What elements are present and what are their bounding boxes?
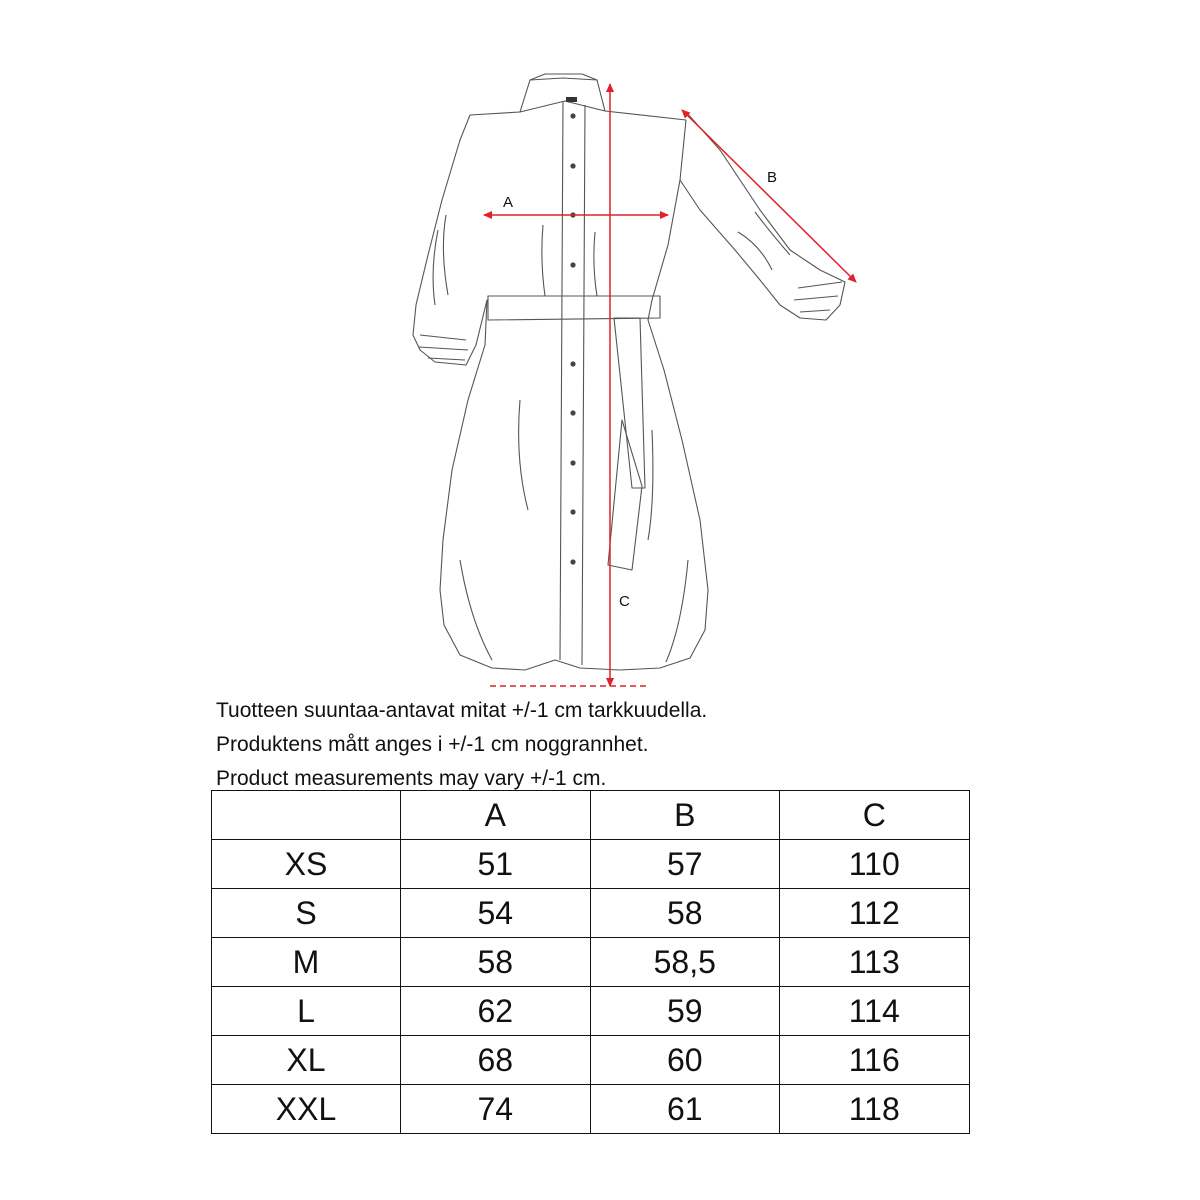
value-cell: 59 xyxy=(590,987,780,1036)
label-b: B xyxy=(767,169,778,186)
table-row xyxy=(212,1036,970,1085)
table-row xyxy=(212,1085,970,1134)
value-cell: 110 xyxy=(780,840,970,889)
size-cell: S xyxy=(212,889,401,938)
header-cell: C xyxy=(780,791,970,840)
button xyxy=(570,559,575,564)
note-english: Product measurements may vary +/-1 cm. xyxy=(216,767,607,790)
value-cell: 57 xyxy=(590,840,780,889)
dress-outline xyxy=(413,74,845,670)
table-row xyxy=(212,987,970,1036)
button xyxy=(570,410,575,415)
header-cell xyxy=(212,791,401,840)
table-row xyxy=(212,938,970,987)
label-c: C xyxy=(619,593,630,610)
button xyxy=(570,361,575,366)
measure-b-arrow xyxy=(682,110,856,282)
header-cell: A xyxy=(401,791,591,840)
measurement-notes xyxy=(216,694,707,796)
size-cell: L xyxy=(212,987,401,1036)
button xyxy=(570,460,575,465)
value-cell: 58 xyxy=(401,938,591,987)
value-cell: 118 xyxy=(780,1085,970,1134)
size-cell: M xyxy=(212,938,401,987)
value-cell: 68 xyxy=(401,1036,591,1085)
collar-button xyxy=(566,97,577,102)
size-cell: XXL xyxy=(212,1085,401,1134)
value-cell: 62 xyxy=(401,987,591,1036)
button xyxy=(570,262,575,267)
value-cell: 116 xyxy=(780,1036,970,1085)
value-cell: 58 xyxy=(590,889,780,938)
value-cell: 61 xyxy=(590,1085,780,1134)
size-cell: XL xyxy=(212,1036,401,1085)
table-header-row xyxy=(212,791,970,840)
header-cell: B xyxy=(590,791,780,840)
measurement-arrows xyxy=(484,84,856,686)
button xyxy=(570,163,575,168)
button xyxy=(570,509,575,514)
value-cell: 58,5 xyxy=(590,938,780,987)
size-cell: XS xyxy=(212,840,401,889)
value-cell: 113 xyxy=(780,938,970,987)
buttons xyxy=(566,97,577,565)
value-cell: 51 xyxy=(401,840,591,889)
value-cell: 54 xyxy=(401,889,591,938)
table-row xyxy=(212,840,970,889)
value-cell: 114 xyxy=(780,987,970,1036)
size-table xyxy=(211,790,970,1134)
value-cell: 60 xyxy=(590,1036,780,1085)
label-a: A xyxy=(503,194,514,211)
note-swedish: Produktens mått anges i +/-1 cm noggrannhet. xyxy=(216,733,649,756)
table-row xyxy=(212,889,970,938)
value-cell: 74 xyxy=(401,1085,591,1134)
value-cell: 112 xyxy=(780,889,970,938)
note-finnish: Tuotteen suuntaa-antavat mitat +/-1 cm tarkkuudella. xyxy=(216,699,708,722)
button xyxy=(570,113,575,118)
